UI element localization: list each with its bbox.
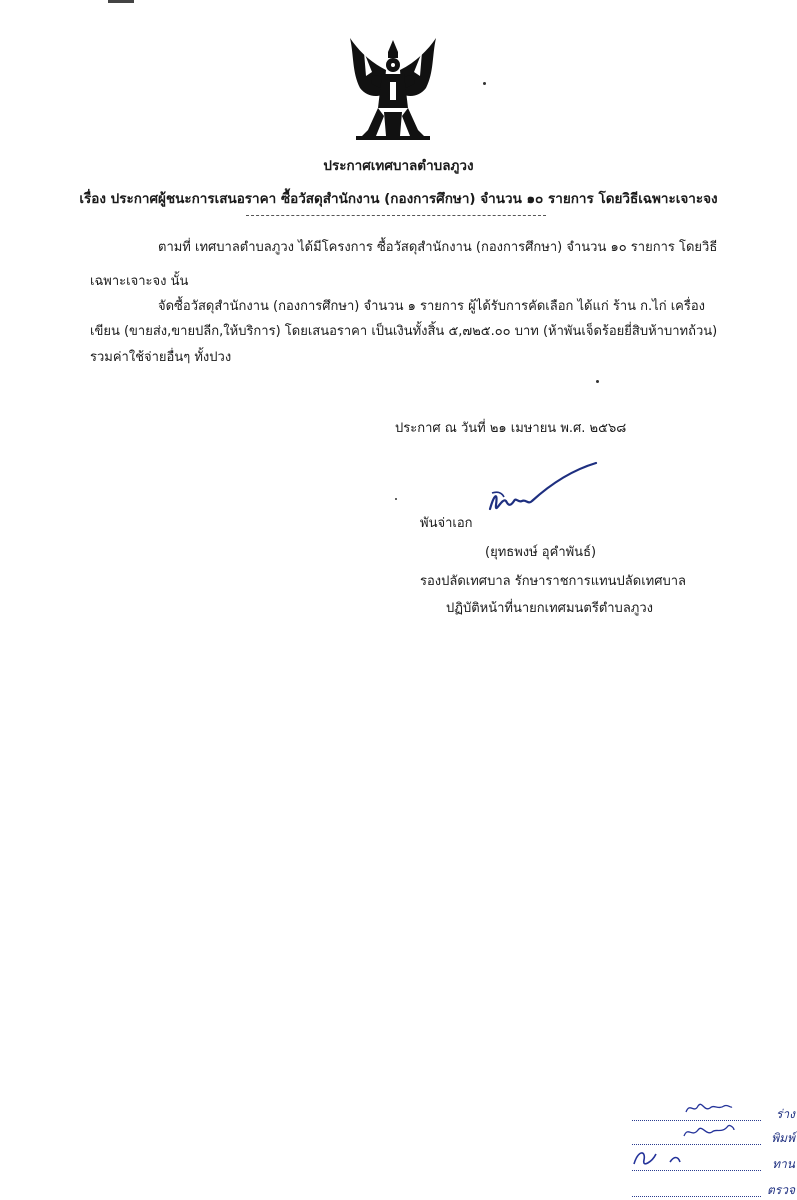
scan-speck bbox=[596, 380, 599, 383]
stamp-label-check: ตรวจ bbox=[766, 1183, 795, 1197]
handwritten-signature bbox=[484, 457, 604, 527]
signatory-name: (ยุทธพงษ์ อุคำพันธ์) bbox=[485, 545, 597, 560]
initials-signature bbox=[682, 1120, 736, 1142]
signatory-rank: พันจ่าเอก bbox=[420, 516, 473, 531]
title-divider bbox=[246, 215, 546, 216]
stamp-label-type: พิมพ์ bbox=[771, 1131, 795, 1145]
initials-signature bbox=[684, 1098, 734, 1118]
initials-signature bbox=[630, 1144, 710, 1170]
stamp-row-review bbox=[632, 1154, 797, 1174]
paragraph-2-line-3: รวมค่าใช้จ่ายอื่นๆ ทั้งปวง bbox=[90, 350, 232, 365]
stamp-label-review: ทาน bbox=[772, 1157, 795, 1171]
announcement-date: ประกาศ ณ วันที่ ๒๑ เมษายน พ.ศ. ๒๕๖๘ bbox=[395, 421, 627, 436]
announcement-authority: ประกาศเทศบาลตำบลภูวง bbox=[323, 158, 474, 174]
signatory-position-line-2: ปฏิบัติหน้าที่นายกเทศมนตรีตำบลภูวง bbox=[446, 601, 653, 616]
stamp-row-check bbox=[632, 1180, 797, 1200]
signatory-position-line-1: รองปลัดเทศบาล รักษาราชการแทนปลัดเทศบาล bbox=[420, 574, 686, 589]
scan-speck bbox=[483, 82, 486, 85]
garuda-emblem-icon bbox=[338, 32, 448, 144]
announcement-subject: เรื่อง ประกาศผู้ชนะการเสนอราคา ซื้อวัสดุสำนักงาน (กองการศึกษา) จำนวน ๑๐ รายการ โดยวิธีเฉพาะเจาะจง bbox=[79, 191, 718, 207]
paragraph-1-line-1: ตามที่ เทศบาลตำบลภูวง ได้มีโครงการ ซื้อวัสดุสำนักงาน (กองการศึกษา) จำนวน ๑๐ รายการ โดยวิธี bbox=[158, 240, 718, 255]
paragraph-2-line-1: จัดซื้อวัสดุสำนักงาน (กองการศึกษา) จำนวน ๑ รายการ ผู้ได้รับการคัดเลือก ได้แก่ ร้าน ก.ไก่ เครื่อง bbox=[158, 299, 705, 314]
stamp-label-draft: ร่าง bbox=[775, 1107, 795, 1121]
scan-speck bbox=[395, 498, 397, 500]
paragraph-2-line-2: เขียน (ขายส่ง,ขายปลีก,ให้บริการ) โดยเสนอราคา เป็นเงินทั้งสิ้น ๕,๗๒๕.๐๐ บาท (ห้าพันเจ็ดร้อยยี่สิบห้าบาทถ้วน) bbox=[90, 324, 718, 339]
scan-mark bbox=[108, 0, 134, 3]
approval-stamp bbox=[600, 1086, 797, 1200]
paragraph-1-line-2: เฉพาะเจาะจง นั้น bbox=[90, 274, 189, 289]
